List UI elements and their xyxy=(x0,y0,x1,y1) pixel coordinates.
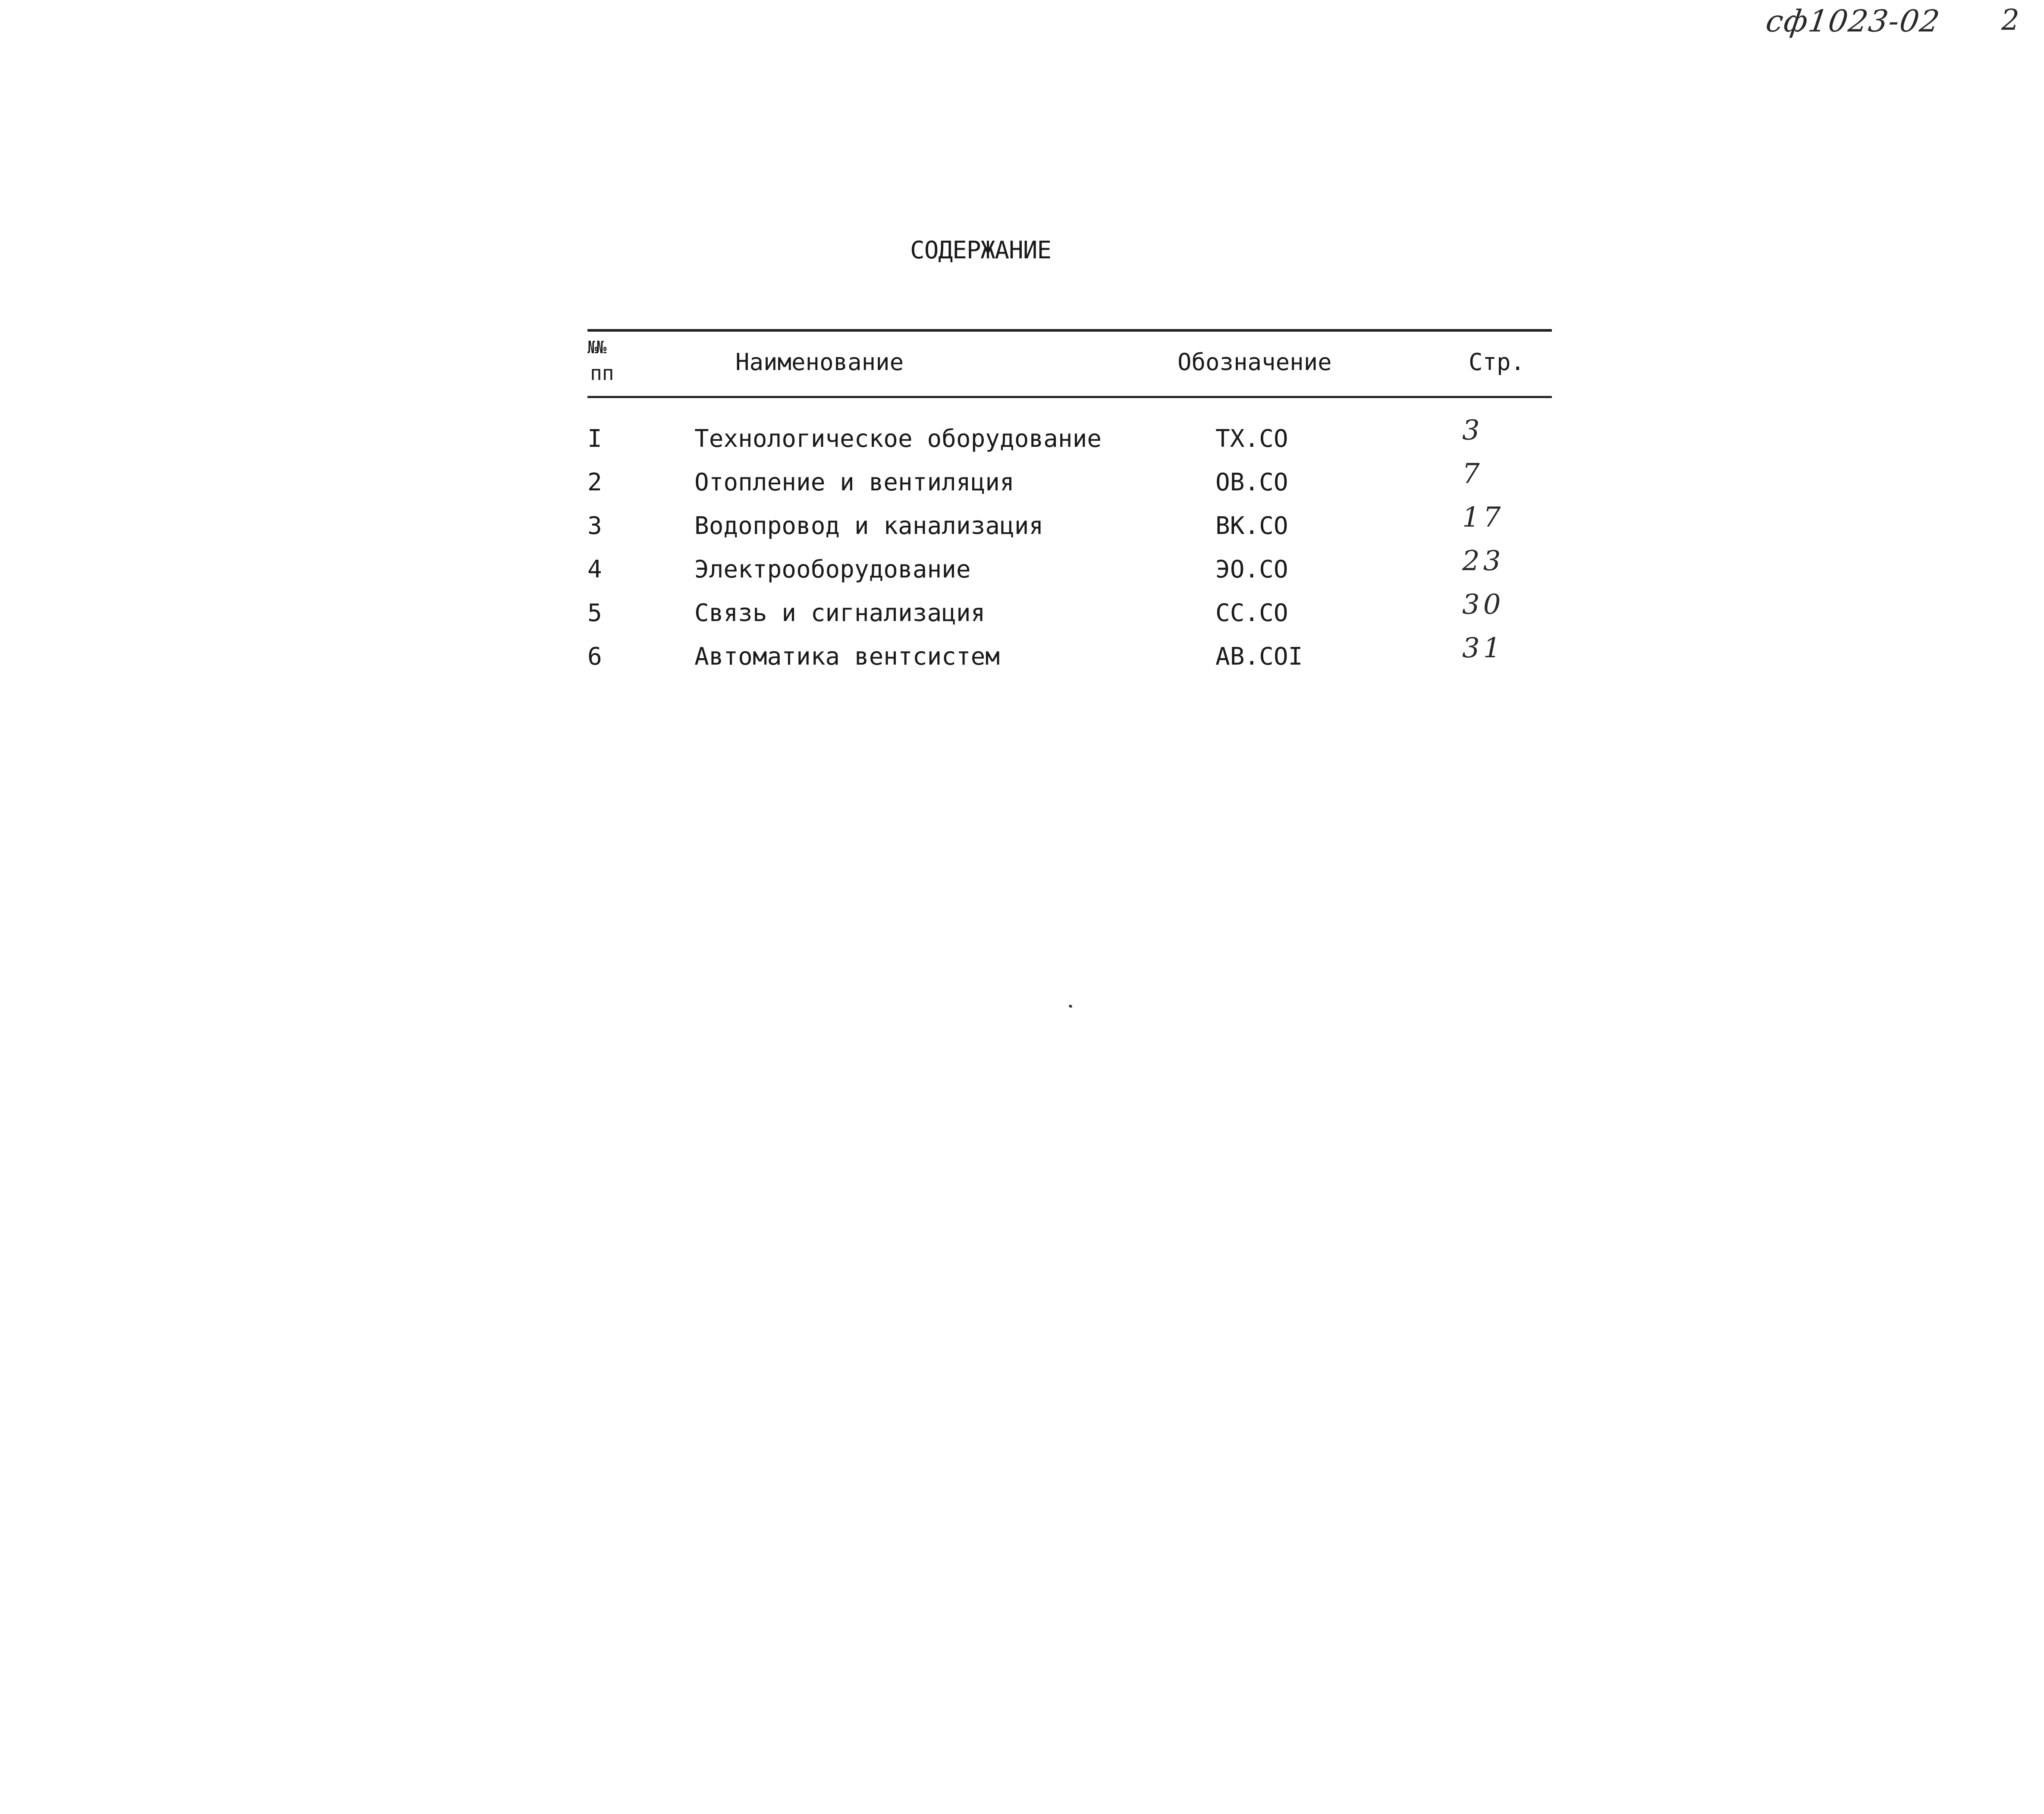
row-code: ЭО.СО xyxy=(1215,555,1288,584)
row-code: ТХ.СО xyxy=(1215,425,1288,453)
handwritten-sheet-number: 2 xyxy=(2001,3,2019,37)
row-page-handwritten: 7 xyxy=(1462,458,1483,490)
row-code: АВ.СОI xyxy=(1215,643,1303,671)
row-index: 4 xyxy=(587,555,602,584)
table-row xyxy=(0,502,2044,555)
column-header-number-line2: пп xyxy=(590,361,614,385)
page-title: СОДЕРЖАНИЕ xyxy=(910,236,1052,264)
row-page-handwritten: 17 xyxy=(1462,502,1504,534)
column-header-number-line1: №№ xyxy=(587,338,605,358)
column-header-name: Наименование xyxy=(735,348,904,376)
column-header-code: Обозначение xyxy=(1177,348,1332,376)
table-top-rule xyxy=(587,329,1552,332)
row-code: ОВ.СО xyxy=(1215,468,1288,496)
row-name: Связь и сигнализация xyxy=(694,599,986,627)
table-header-rule xyxy=(587,396,1552,398)
row-page-handwritten: 3 xyxy=(1462,414,1483,446)
row-index: 2 xyxy=(587,468,602,496)
row-name: Водопровод и канализация xyxy=(694,512,1044,540)
row-index: 3 xyxy=(587,512,602,540)
table-row xyxy=(0,589,2044,642)
stray-ink-mark xyxy=(1068,1004,1073,1008)
row-name: Электрооборудование xyxy=(694,555,971,584)
row-page-handwritten: 31 xyxy=(1462,632,1504,664)
table-row xyxy=(0,458,2044,512)
table-row xyxy=(0,545,2044,599)
column-header-page: Стр. xyxy=(1469,348,2044,1814)
row-code: ВК.СО xyxy=(1215,512,1288,540)
row-page-handwritten: 30 xyxy=(1462,589,1504,621)
row-name: Автоматика вентсистем xyxy=(694,643,1000,671)
row-index: I xyxy=(587,425,602,453)
handwritten-document-code: сф1023-02 xyxy=(1764,3,1943,39)
row-name: Технологическое оборудование xyxy=(694,425,1102,453)
row-index: 5 xyxy=(587,599,602,627)
table-row xyxy=(0,414,2044,468)
row-page-handwritten: 23 xyxy=(1462,545,1504,577)
table-row xyxy=(0,632,2044,686)
row-name: Отопление и вентиляция xyxy=(694,468,1014,496)
row-code: СС.СО xyxy=(1215,599,1288,627)
row-index: 6 xyxy=(587,643,602,671)
